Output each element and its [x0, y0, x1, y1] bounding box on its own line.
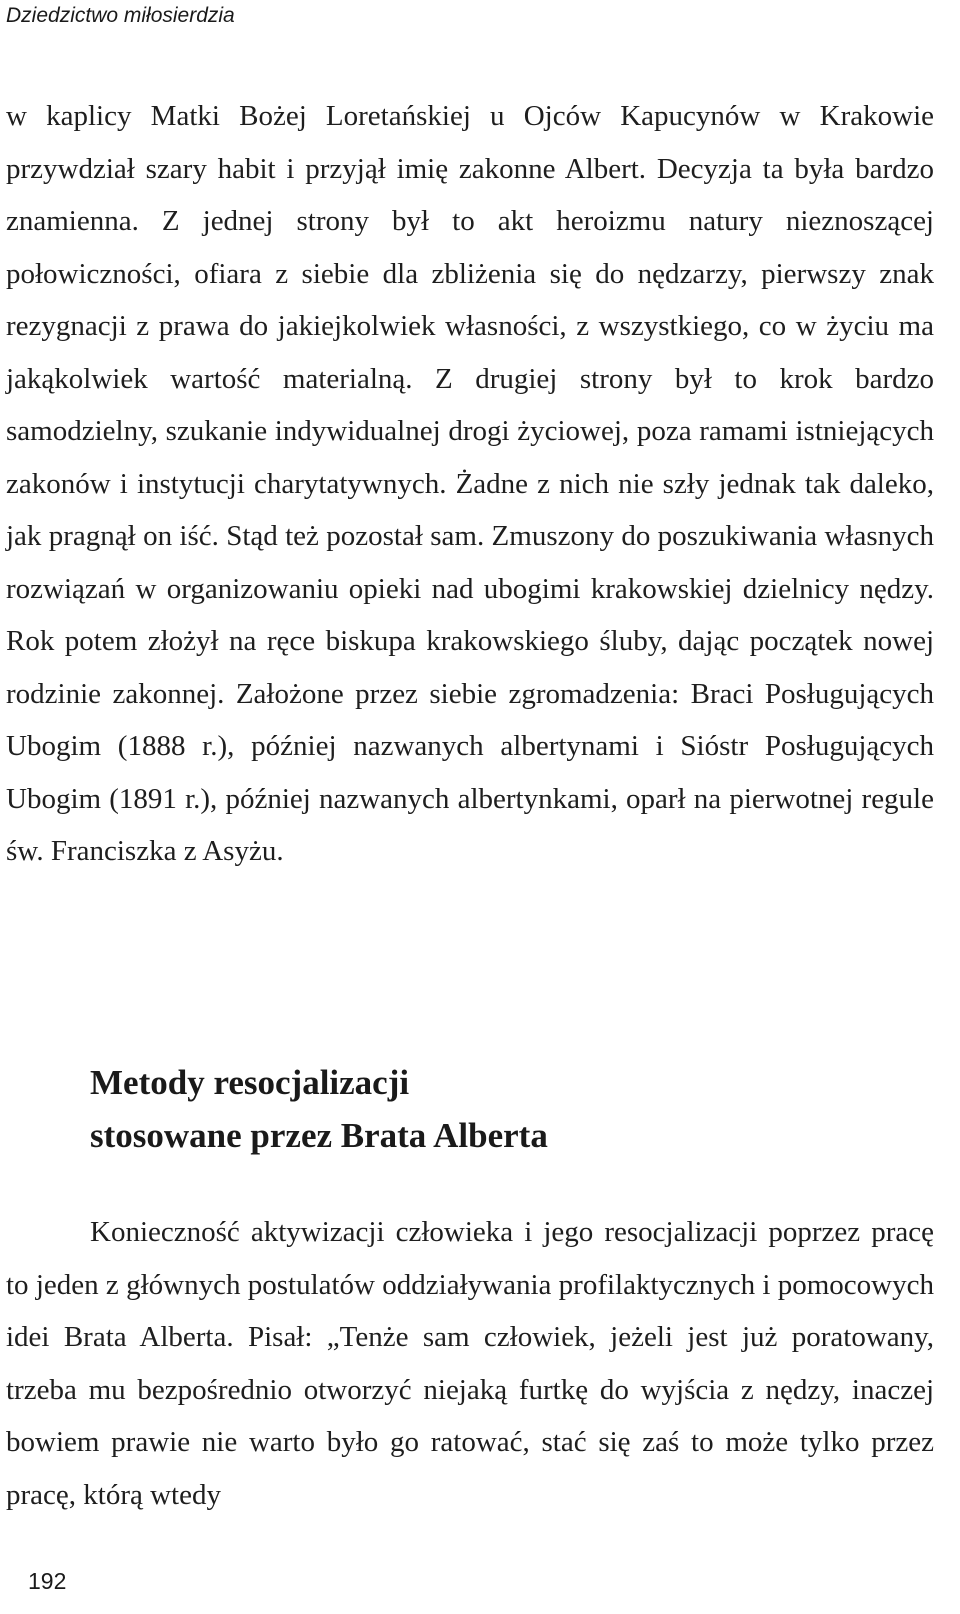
section-heading-line-1: Metody resocjalizacji — [90, 1063, 410, 1102]
running-header: Dziedzictwo miłosierdzia — [6, 4, 235, 27]
section-heading — [90, 1056, 890, 1162]
section-heading-line-2: stosowane przez Brata Alberta — [90, 1116, 548, 1155]
page-number: 192 — [28, 1568, 67, 1594]
body-paragraph-1: w kaplicy Matki Bożej Loretańskiej u Ojców Kapucynów w Krakowie przywdział szary habit i przyjął imię zakonne Albert. Decyzja ta była bardzo znamienna. Z jednej strony był to akt heroizmu natury nieznoszącej połowiczności, ofiara z siebie dla zbliżenia się do nędzarzy, pierwszy znak rezygnacji z prawa do jakiejkolwiek własności, z wszystkiego, co w życiu ma jakąkolwiek wartość materialną. Z drugiej strony był to krok bardzo samodzielny, szukanie indywidualnej drogi życiowej, poza ramami istniejących zakonów i instytucji charytatywnych. Żadne z nich nie szły jednak tak daleko, jak pragnął on iść. Stąd też pozostał sam. Zmuszony do poszukiwania własnych rozwiązań w organizowaniu opieki nad ubogimi krakowskiej dzielnicy nędzy. Rok potem złożył na ręce biskupa krakowskiego śluby, dając początek nowej rodzinie zakonnej. Założone przez siebie zgromadzenia: Braci Posługujących Ubogim (1888 r.), później nazwanych albertynami i Sióstr Posługujących Ubogim (1891 r.), później nazwanych albertynkami, oparł na pierwotnej regule św. Franciszka z Asyżu. — [6, 100, 934, 867]
body-paragraph-2: Konieczność aktywizacji człowieka i jego resocjalizacji poprzez pracę to jeden z głównych postulatów oddziaływania profilaktycznych i pomocowych idei Brata Alberta. Pisał: „Tenże sam człowiek, jeżeli jest już poratowany, trzeba mu bezpośrednio otworzyć niejaką furtkę do wyjścia z nędzy, inaczej bowiem prawie nie warto było go ratować, stać się zaś to może tylko przez pracę, którą wtedy — [6, 1216, 934, 1511]
